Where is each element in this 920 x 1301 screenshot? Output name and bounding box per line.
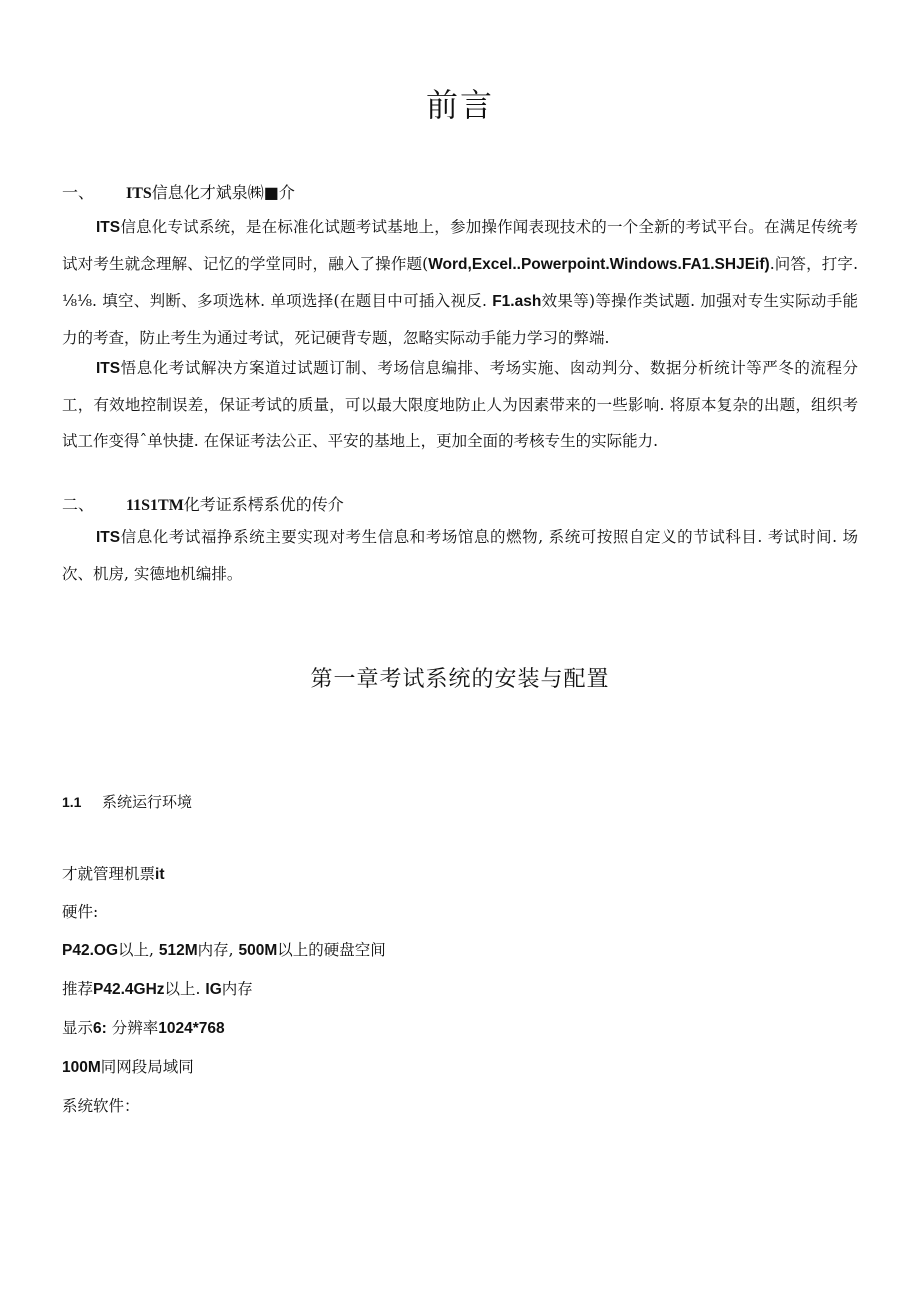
line-text: 系统软件：	[62, 1097, 140, 1115]
para-text-run: 信息化专试系统，是在标准化试题考试基地上，参加操作闻表现技术的一个全新的考试平台。在满足传统考试对考生就念理解、记忆的学堂同时，融入了操作题(	[62, 218, 858, 273]
line-display	[62, 1016, 225, 1038]
line-bold: 1024*768	[158, 1020, 225, 1037]
line-text: 显示	[62, 1019, 94, 1037]
chapter-title: 第一章考试系统的安装与配置	[310, 667, 610, 692]
section-1-heading-text: 信息化才斌泉㈱■介	[151, 183, 295, 202]
line-bold: P42.4GHz	[93, 981, 165, 998]
line-text: 以上的硬盘空间	[277, 941, 386, 959]
line-bold: it	[155, 866, 165, 883]
section-1-number: 一、	[62, 183, 95, 202]
section-1-heading	[62, 180, 295, 203]
line-bold: 500M	[238, 942, 278, 959]
line-bold: P42.OG	[62, 942, 118, 959]
subsection-label: 系统运行环境	[102, 793, 193, 811]
line-bold: 6:	[93, 1020, 107, 1037]
line-text: 以上.	[164, 980, 206, 998]
line-system-software	[62, 1094, 140, 1116]
line-min-spec	[62, 938, 386, 960]
para-bold-run: ITS	[96, 529, 121, 546]
line-admin-machine	[62, 862, 164, 884]
line-bold: IG	[205, 981, 222, 998]
section-1-paragraph-1	[62, 209, 858, 356]
line-network	[62, 1055, 194, 1077]
line-text: 内存	[221, 980, 253, 998]
subsection-number: 1.1	[62, 794, 82, 810]
section-1-heading-bold: ITS	[126, 185, 152, 202]
line-text: 同网段局域同	[100, 1058, 194, 1076]
para-text-run: 悟息化考试解决方案道过试题订制、考场信息编排、考场实施、囱动判分、数据分析统计等严冬的流程分工，有效地控制误差，保证考试的质量，可以最大限度地防止人为因素带来的一些影响. 将原本复杂的出题，组织考试工作变得ˆ单快捷. 在保证考法公正、平安的基地上，更加全面的考核专生的实际能力.	[62, 359, 858, 450]
para-bold-run: Word,Excel..Powerpoint.Windows.FA1.SHJEif)	[428, 256, 770, 273]
para-text-run: .问答，打字. ⅛⅛. 填空、判断、多项选林. 单项选择(在题目中可插入视反.	[62, 255, 858, 310]
section-2-paragraph-1	[62, 519, 858, 592]
line-text: 才就管理机票	[62, 865, 156, 883]
section-2-heading-text: 化考证系樗系优的传介	[183, 495, 344, 514]
para-bold-run: ITS	[96, 360, 121, 377]
line-text: 推荐	[62, 980, 94, 998]
line-text: 硬件:	[62, 903, 99, 921]
section-1-paragraph-2	[62, 350, 858, 459]
line-recommended-spec	[62, 977, 253, 999]
line-bold: 512M	[158, 942, 198, 959]
para-text-run: 效果等)等操作类试题. 加强对专生实际动手能力的考查，防止考生为通过考试，死记硬背专题，忽略实际动手能力学习的弊端.	[62, 292, 858, 347]
line-hardware	[62, 900, 98, 922]
line-bold: 100M	[62, 1059, 101, 1076]
section-2-heading	[62, 492, 344, 515]
line-text: 分辨率	[106, 1019, 159, 1037]
para-text-run: 信息化考试福挣系统主要实现对考生信息和考场馆息的燃物, 系统可按照自定义的节试科目. 考试时间. 场次、机房, 实德地机编排。	[62, 528, 858, 583]
section-2-heading-bold: 11S1TM	[126, 497, 184, 514]
line-text: 以上,	[118, 941, 159, 959]
para-bold-run: F1.ash	[492, 293, 542, 310]
para-bold-run: ITS	[96, 219, 121, 236]
section-2-number: 二、	[62, 495, 95, 514]
subsection-heading	[62, 791, 192, 812]
line-text: 内存,	[197, 941, 239, 959]
page-title: 前言	[425, 86, 494, 124]
